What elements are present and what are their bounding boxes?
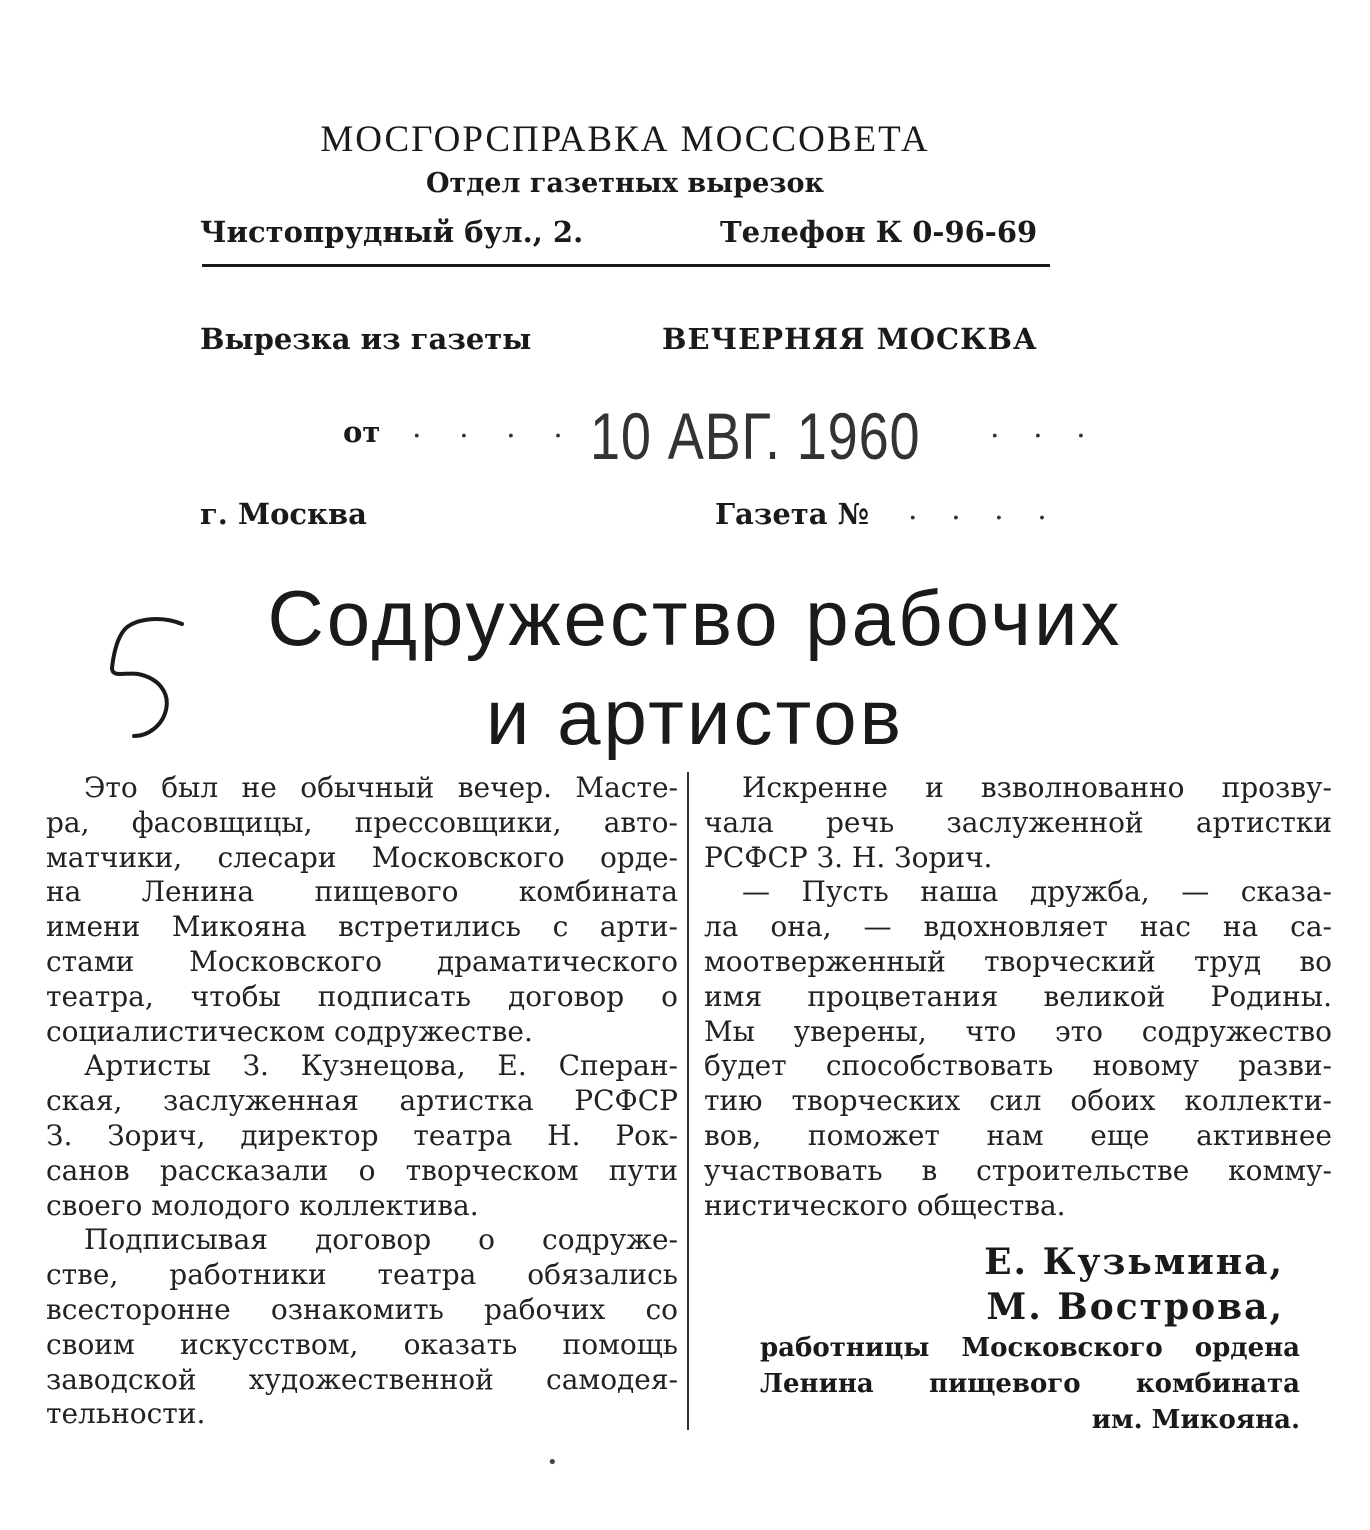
article-text-line: своим искусством, оказать помощь bbox=[46, 1327, 678, 1361]
article-text-line: имени Микояна встретились с арти- bbox=[46, 910, 678, 944]
column-divider bbox=[687, 772, 689, 1430]
department-name: Отдел газетных вырезок bbox=[426, 168, 824, 199]
article-text-line: моотверженный творческий труд во bbox=[704, 944, 1332, 978]
article-text-line: вов, поможет нам еще активнее bbox=[704, 1118, 1332, 1152]
article-text-line: всесторонне ознакомить рабочих со bbox=[46, 1292, 678, 1326]
article-text-line: Мы уверены, что это содружество bbox=[704, 1014, 1332, 1048]
article-text-line: ская, заслуженная артистка РСФСР bbox=[46, 1084, 678, 1118]
article-text-line: РСФСР З. Н. Зорич. bbox=[704, 840, 993, 874]
city-label: г. Москва bbox=[200, 497, 367, 531]
article-text-line: ра, фасовщицы, прессовщики, авто- bbox=[46, 805, 678, 839]
affiliation-line: работницы Московского ордена bbox=[760, 1333, 1300, 1363]
print-speck: • bbox=[547, 1452, 558, 1473]
article-title-line-1: Содружество рабочих bbox=[267, 574, 1123, 662]
article-right-column bbox=[704, 771, 1332, 1223]
author-signature-1: Е. Кузьмина, bbox=[984, 1241, 1284, 1283]
article-text-line: ла она, — вдохновляет нас на са- bbox=[704, 910, 1332, 944]
article-text-line: Артисты З. Кузнецова, Е. Сперан- bbox=[84, 1049, 678, 1083]
article-text-line: театра, чтобы подписать договор о bbox=[46, 979, 678, 1013]
handwritten-number-mark bbox=[104, 612, 190, 742]
article-text-line: на Ленина пищевого комбината bbox=[46, 875, 678, 909]
date-dots-leader: . . . . bbox=[412, 410, 577, 445]
article-text-line: своего молодого коллектива. bbox=[46, 1188, 479, 1222]
article-text-line: Это был не обычный вечер. Масте- bbox=[84, 771, 678, 804]
bureau-name: МОСГОРСПРАВКА МОССОВЕТА bbox=[320, 119, 930, 160]
article-text-line: тию творческих сил обоих коллекти- bbox=[704, 1084, 1332, 1118]
article-text-line: стами Московского драматического bbox=[46, 944, 678, 978]
date-label: от bbox=[343, 415, 381, 449]
article-text-line: санов рассказали о творческом пути bbox=[46, 1153, 678, 1187]
article-text-line: участвовать в строительстве комму- bbox=[704, 1153, 1332, 1187]
article-title-line-2: и артистов bbox=[485, 673, 905, 761]
bureau-phone: Телефон К 0-96-69 bbox=[720, 215, 1038, 249]
issue-number-label: Газета № bbox=[715, 497, 870, 531]
bureau-address: Чистопрудный бул., 2. bbox=[200, 215, 584, 249]
article-text-line: чала речь заслуженной артистки bbox=[704, 805, 1332, 839]
newspaper-name: ВЕЧЕРНЯЯ МОСКВА bbox=[662, 322, 1038, 356]
article-text-line: тельности. bbox=[46, 1397, 206, 1431]
article-text-line: социалистическом содружестве. bbox=[46, 1014, 533, 1048]
author-signature-2: М. Вострова, bbox=[986, 1286, 1284, 1328]
clipping-label: Вырезка из газеты bbox=[200, 322, 532, 356]
author-affiliation bbox=[760, 1330, 1300, 1438]
article-text-line: З. Зорич, директор театра Н. Рок- bbox=[46, 1118, 678, 1152]
article-text-line: — Пусть наша дружба, — сказа- bbox=[742, 875, 1332, 909]
article-text-line: будет способствовать новому разви- bbox=[704, 1049, 1332, 1083]
article-left-column bbox=[46, 771, 678, 1432]
affiliation-line: Ленина пищевого комбината bbox=[760, 1369, 1300, 1399]
article-text-line: заводской художественной самодея- bbox=[46, 1362, 678, 1396]
article-text-line: Искренне и взволнованно прозву- bbox=[742, 771, 1332, 804]
header-divider bbox=[202, 264, 1050, 267]
article-text-line: матчики, слесари Московского орде- bbox=[46, 840, 678, 874]
date-stamp: 10 АВГ. 1960 bbox=[590, 399, 921, 473]
affiliation-line: им. Микояна. bbox=[1091, 1405, 1300, 1435]
article-text-line: стве, работники театра обязались bbox=[46, 1258, 678, 1292]
date-dots-trailer: . . . bbox=[990, 410, 1098, 445]
article-text-line: Подписывая договор о содруже- bbox=[84, 1223, 678, 1257]
article-text-line: нистического общества. bbox=[704, 1188, 1066, 1222]
issue-number-dots: . . . . bbox=[908, 492, 1059, 527]
article-text-line: имя процветания великой Родины. bbox=[704, 979, 1332, 1013]
